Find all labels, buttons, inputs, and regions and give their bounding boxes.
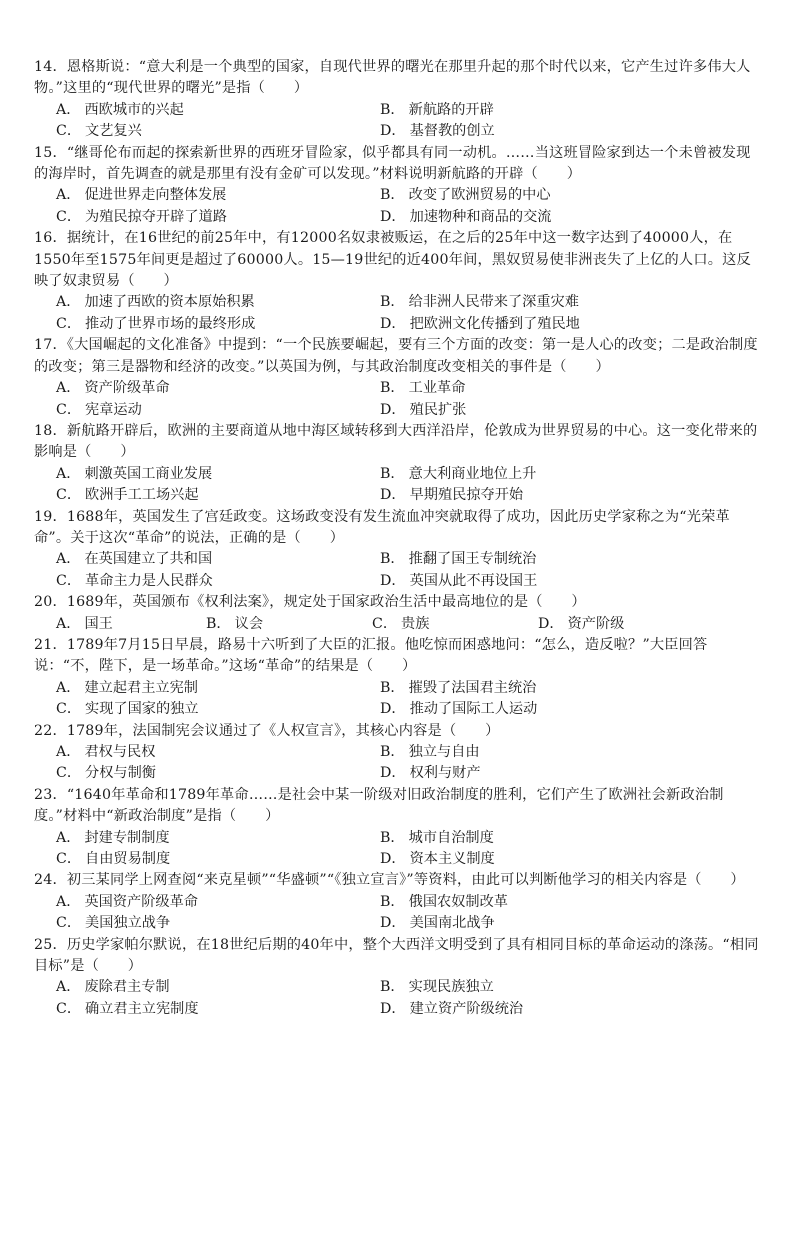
option-text: 建立起君主立宪制 [84,679,198,696]
option-c [56,763,380,784]
option-c [372,614,538,635]
question-14 [34,57,764,143]
question-stem: 16．据统计，在16世纪的前25年中，有12000名奴隶被贩运，在之后的25年中这一数字达到了40000人，在1550年至1575年间更是超过了60000人。15—19世纪的近400年间，黑奴贸易使非洲丧失了上亿的人口。这反映了奴隶贸易（ ） [34,230,751,290]
question-23 [34,785,764,871]
option-text: 工业革命 [408,380,466,397]
option-c [56,913,380,934]
option-a [56,614,206,635]
option-letter: A． [56,893,81,910]
options [34,464,764,507]
option-b [380,977,704,998]
option-letter: B． [380,679,405,696]
option-b [380,742,704,763]
question-25 [34,935,764,1021]
option-text: 英国资产阶级革命 [84,893,198,910]
question-18 [34,421,764,507]
option-letter: B． [380,187,405,204]
option-c [56,699,380,720]
option-text: 新航路的开辟 [408,101,494,118]
option-letter: D． [380,915,406,932]
option-a [56,292,380,313]
options [34,549,764,592]
option-letter: C． [56,208,82,225]
option-b [380,828,704,849]
option-letter: D． [538,615,564,632]
option-text: 摧毁了法国君主统治 [408,679,537,696]
option-text: 意大利商业地位上升 [408,465,537,482]
option-c [56,314,380,335]
option-text: 美国独立战争 [85,915,171,932]
option-text: 欧洲手工工场兴起 [85,487,199,504]
question-19 [34,507,764,593]
option-text: 促进世界走向整体发展 [84,187,227,204]
option-text: 加速物种和商品的交流 [409,208,552,225]
option-d [380,913,704,934]
options [34,742,764,785]
option-letter: D． [380,401,406,418]
option-d [380,849,704,870]
question-stem: 25．历史学家帕尔默说，在18世纪后期的40年中，整个大西洋文明受到了具有相同目标的革命运动的涤荡。“相同目标”是（ ） [34,936,759,975]
option-text: 君权与民权 [84,744,156,760]
option-text: 把欧洲文化传播到了殖民地 [409,315,580,332]
option-text: 加速了西欧的资本原始积累 [84,294,255,311]
option-b [380,464,704,485]
option-text: 美国南北战争 [409,915,495,932]
options [34,100,764,143]
option-text: 殖民扩张 [409,401,467,418]
option-letter: D． [380,851,406,868]
option-d [380,121,704,142]
question-stem: 23．“1640年革命和1789年革命……是社会中某一阶级对旧政治制度的胜利，它们产生了欧洲社会新政治制度。”材料中“新政治制度”是指（ ） [34,786,724,825]
option-a [56,828,380,849]
option-letter: B． [380,979,405,996]
option-c [56,571,380,592]
option-letter: A． [56,465,81,482]
question-21 [34,635,764,721]
option-letter: B． [380,465,405,482]
option-text: 资本主义制度 [409,851,495,868]
option-d [380,763,704,784]
option-text: 实现民族独立 [408,979,494,996]
option-c [56,207,380,228]
option-letter: C． [56,765,82,782]
option-d [380,699,704,720]
options [34,614,764,635]
option-letter: D． [380,1000,406,1017]
option-letter: D． [380,701,406,718]
option-letter: B． [380,744,405,760]
option-c [56,121,380,142]
options [34,977,764,1020]
question-stem: 19．1688年，英国发生了宫廷政变。这场政变没有发生流血冲突就取得了成功，因此历史学家称之为“光荣革命”。关于这次“革命”的说法，正确的是（ ） [34,508,730,546]
question-15 [34,143,764,229]
option-c [56,999,380,1020]
option-a [56,100,380,121]
option-b [206,614,372,635]
option-letter: B． [380,101,405,118]
options [34,292,764,335]
option-c [56,849,380,870]
option-b [380,100,704,121]
question-20 [34,592,764,635]
options [34,378,764,421]
option-letter: C． [56,851,82,868]
options [34,828,764,871]
option-letter: B． [380,380,405,397]
option-d [380,400,704,421]
question-16 [34,228,764,335]
option-letter: B． [380,551,405,568]
option-text: 贵族 [401,615,430,632]
option-letter: C． [56,487,82,504]
option-a [56,977,380,998]
option-a [56,378,380,399]
option-letter: D． [380,208,406,225]
option-letter: A． [56,101,81,118]
option-text: 革命主力是人民群众 [85,572,213,589]
option-text: 封建专制制度 [84,829,170,846]
option-text: 实现了国家的独立 [85,701,199,718]
question-stem: 21．1789年7月15日早晨，路易十六听到了大臣的汇报。他吃惊而困惑地问：“怎么，造反啦？”大臣回答说：“不，陛下，是一场革命。”这场“革命”的结果是（ ） [34,636,708,675]
option-letter: A． [56,187,81,204]
option-text: 改变了欧洲贸易的中心 [408,187,551,204]
option-letter: C． [56,315,82,332]
option-text: 为殖民掠夺开辟了道路 [85,208,227,225]
option-letter: D． [380,765,406,782]
option-text: 权利与财产 [409,765,481,782]
question-stem: 14．恩格斯说：“意大利是一个典型的国家，自现代世界的曙光在那里升起的那个时代以来，它产生过许多伟大人物。”这里的“现代世界的曙光”是指（ ） [34,59,751,97]
option-d [380,571,704,592]
option-a [56,678,380,699]
option-d [380,314,704,335]
option-text: 推动了世界市场的最终形成 [85,315,256,332]
options [34,678,764,721]
question-stem: 15．“继哥伦布而起的探索新世界的西班牙冒险家，似乎都具有同一动机。……当这班冒险家到达一个未曾被发现的海岸时，首先调查的就是那里有没有金矿可以发现。”材料说明新航路的开辟（ ） [34,144,751,183]
option-b [380,292,704,313]
option-letter: C． [56,1000,82,1017]
option-letter: C． [56,572,82,589]
option-text: 独立与自由 [408,744,480,760]
option-letter: A． [56,679,81,696]
option-text: 宪章运动 [85,401,142,418]
option-text: 推翻了国王专制统治 [408,551,537,568]
option-a [56,892,380,913]
option-c [56,485,380,506]
option-letter: D． [380,123,406,140]
question-stem: 18．新航路开辟后，欧洲的主要商道从地中海区域转移到大西洋沿岸，伦敦成为世界贸易的中心。这一变化带来的影响是（ ） [34,422,758,461]
question-stem: 17．《大国崛起的文化准备》中提到：“一个民族要崛起，要有三个方面的改变：第一是人心的改变；二是政治制度的改变；第三是器物和经济的改变。”以英国为例，与其政治制度改变相关的事件是（ ） [34,337,758,375]
option-letter: C． [56,123,82,140]
option-d [380,207,704,228]
option-a [56,742,380,763]
option-letter: A． [56,829,81,846]
option-text: 资产阶级革命 [84,380,170,397]
option-b [380,185,704,206]
option-letter: A． [56,294,81,311]
option-text: 确立君主立宪制度 [85,1000,199,1017]
options [34,892,764,935]
option-letter: C． [56,701,82,718]
option-b [380,892,704,913]
option-a [56,464,380,485]
option-d [538,614,704,635]
option-d [380,485,704,506]
option-letter: A． [56,744,81,760]
question-stem: 24．初三某同学上网查阅“来克星顿”“华盛顿”“《独立宣言》”等资料，由此可以判断他学习的相关内容是（ ） [34,872,745,889]
option-a [56,549,380,570]
option-text: 刺激英国工商业发展 [84,465,213,482]
option-letter: D． [380,487,406,504]
option-letter: B． [380,294,405,311]
question-17 [34,335,764,421]
option-letter: B． [380,829,405,846]
option-letter: B． [206,615,231,632]
option-text: 文艺复兴 [85,123,142,140]
option-letter: A． [56,615,81,632]
option-text: 分权与制衡 [85,765,156,782]
option-text: 西欧城市的兴起 [84,101,184,118]
option-letter: A． [56,551,81,568]
option-text: 给非洲人民带来了深重灾难 [408,294,579,311]
option-c [56,400,380,421]
option-text: 资产阶级 [567,615,625,632]
option-letter: D． [380,572,406,589]
option-text: 国王 [84,615,113,632]
option-a [56,185,380,206]
option-text: 推动了国际工人运动 [409,701,538,718]
option-text: 建立资产阶级统治 [409,1000,524,1017]
option-letter: A． [56,979,81,996]
option-text: 自由贸易制度 [85,851,171,868]
option-letter: C． [56,915,82,932]
option-d [380,999,704,1020]
option-b [380,549,704,570]
option-text: 英国从此不再设国王 [409,572,538,589]
option-text: 俄国农奴制改革 [408,893,508,910]
question-24 [34,870,764,934]
option-letter: A． [56,380,81,397]
option-b [380,678,704,699]
question-stem: 20．1689年，英国颁布《权利法案》，规定处于国家政治生活中最高地位的是（ ） [34,594,586,611]
option-text: 议会 [234,615,264,632]
option-text: 基督教的创立 [409,123,495,140]
option-letter: C． [372,615,398,632]
question-stem: 22．1789年，法国制宪会议通过了《人权宣言》，其核心内容是（ ） [34,722,500,739]
option-text: 在英国建立了共和国 [84,551,213,568]
options [34,185,764,228]
option-text: 早期殖民掠夺开始 [409,487,524,504]
option-letter: C． [56,401,82,418]
option-text: 城市自治制度 [408,829,494,846]
question-list [34,57,764,1020]
option-text: 废除君主专制 [84,979,170,996]
option-b [380,378,704,399]
option-letter: B． [380,893,405,910]
question-22 [34,721,764,785]
option-letter: D． [380,315,406,332]
